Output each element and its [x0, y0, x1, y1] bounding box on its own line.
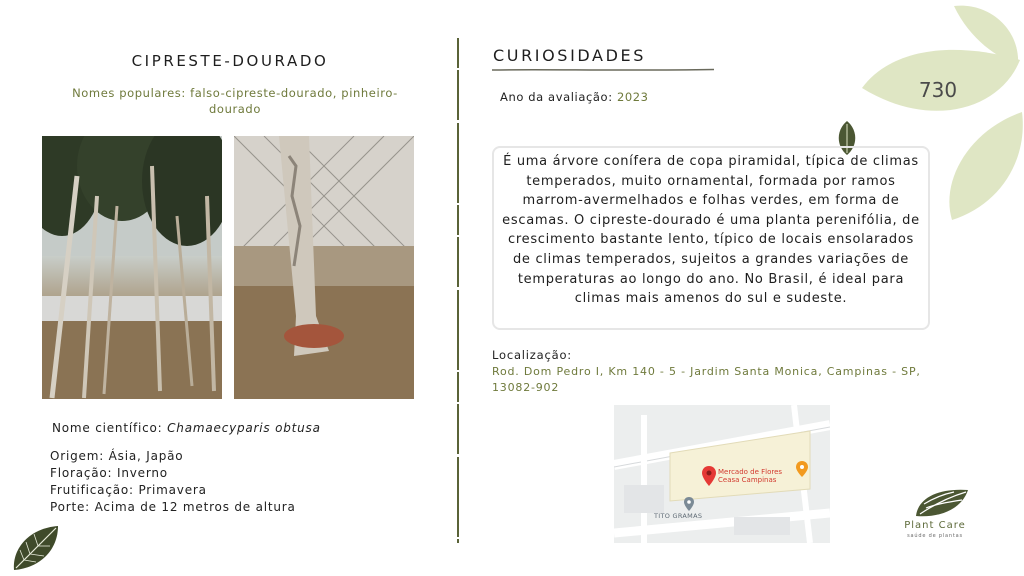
year-value: 2023: [616, 90, 649, 104]
fact-size: Porte: Acima de 12 metros de altura: [50, 500, 296, 514]
evaluation-year: [500, 90, 649, 104]
curiosities-underline: [492, 68, 714, 72]
location-map[interactable]: [614, 405, 830, 543]
fact-flowering: Floração: Inverno: [50, 466, 168, 480]
location-label: Localização:: [492, 348, 572, 362]
tree-row-photo: [42, 136, 222, 399]
scientific-name-line: [52, 421, 321, 435]
scientific-label: Nome científico:: [52, 421, 168, 435]
description-box: É uma árvore conífera de copa piramidal, típica de climas temperados, muito ornamental, formada por ramos marrom-avermelhados e folhas verdes, em forma de escamas. O cipreste-dourado é uma planta perenifólia, de crescimento bastante lento, típico de locais ensolarados de climas temperados, sujeitos a grandes variações de temperaturas ao longo do ano. No Brasil, é ideal para climas mais amenos do sul e sudeste.: [492, 146, 930, 330]
plant-care-logo-icon: [914, 486, 970, 518]
poi-label: TITO GRAMAS: [654, 512, 703, 520]
tree-trunk-photo: [234, 136, 414, 399]
curiosities-title: CURIOSIDADES: [493, 46, 646, 65]
fact-origin: Origem: Ásia, Japão: [50, 449, 184, 463]
vertical-divider: [456, 38, 460, 543]
popular-names: Nomes populares: falso-cipreste-dourado, pinheiro-dourado: [72, 86, 398, 116]
brand-tagline: saúde de plantas: [907, 533, 963, 539]
poi-pin-icon: [684, 497, 694, 511]
scientific-name: Chamaecyparis obtusa: [167, 421, 321, 435]
plant-title: CIPRESTE-DOURADO: [131, 52, 329, 70]
map-pin-icon: [702, 466, 716, 486]
location-address: Rod. Dom Pedro I, Km 140 - 5 - Jardim Santa Monica, Campinas - SP, 13082-902: [492, 365, 921, 394]
year-label: Ano da avaliação:: [500, 90, 617, 104]
map-pin-label: Mercado de Flores Ceasa Campinas: [718, 468, 783, 484]
evaluation-number-badge: 730: [918, 78, 958, 102]
brand-name: Plant Care: [904, 520, 966, 531]
decorative-leaf-bottom-left: [10, 522, 60, 572]
food-pin-icon: [796, 461, 808, 477]
plant-facts: [50, 448, 296, 516]
fact-fruiting: Frutificação: Primavera: [50, 483, 207, 497]
